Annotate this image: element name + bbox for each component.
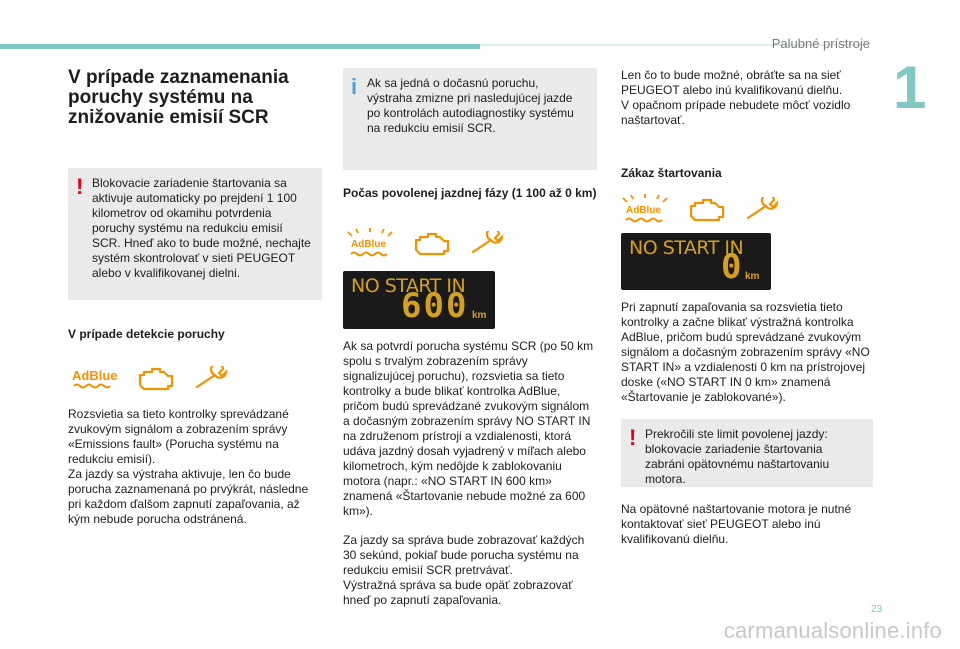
body-text-2b: Za jazdy sa správa bude zobrazovať každých 30 sekúnd, pokiaľ bude porucha systému na redukciu emisií SCR pretrvávať. Výstražná správa sa bude opäť zobrazovať hneď po zapnutí zapaľovania. [343, 533, 585, 607]
wrench-icon [194, 366, 230, 390]
body-text: Rozsvietia sa tieto kontrolky sprevádzané zvukovým signálom a zobrazením správy «Emissions fault» (Porucha systému na redukciu emisií). Za jazdy sa výstraha aktivuje, len čo bude porucha zaznamenaná po prvýkrát, následne pri každom ďalšom zapnutí zapaľovania, až kým nebude porucha odstránená. [68, 407, 309, 526]
adblue-icon [72, 366, 118, 390]
info-icon: i [351, 74, 358, 99]
running-head: Palubné prístroje [771, 36, 870, 51]
warning-lamps-row [72, 365, 230, 391]
no-start-display-0 [621, 233, 771, 290]
section-title: V prípade zaznamenania poruchy systému na znižovanie emisií SCR [68, 67, 289, 128]
subheading-start-inhibit: Zákaz štartovania [621, 166, 722, 180]
body-text-3a: Pri zapnutí zapaľovania sa rozsvietia tieto kontrolky a začne blikať výstražná kontrolka AdBlue, pričom budú sprevádzané zvukovým signálom a dočasným zobrazením správy «NO START IN» a vzdialenosti 0 km na prístrojovej doske («NO START IN 0 km» znamená «Štartovanie je zablokované»). [621, 300, 870, 404]
page-number: 23 [871, 604, 883, 615]
warning-icon: ! [76, 174, 84, 199]
adblue-flashing-icon [621, 194, 669, 224]
adblue-label: AdBlue [72, 368, 118, 383]
warning-icon: ! [629, 425, 637, 450]
warning-lamps-row-2 [346, 228, 506, 258]
top-text-3: Len čo to bude možné, obráťte sa na sieť PEUGEOT alebo inú kvalifikovanú dielňu. V opačnom prípade nebudete môcť vozidlo naštartovať. [621, 68, 851, 127]
engine-icon [412, 230, 452, 256]
adblue-label: AdBlue [351, 239, 386, 250]
warning-box-3 [621, 419, 873, 487]
info-text: Ak sa jedná o dočasnú poruchu, výstraha zmizne pri nasledujúcej jazde po kontrolách autodiagnostiky systému na redukciu emisií SCR. [367, 76, 574, 135]
wrench-icon [745, 197, 781, 221]
body-text-3b: Na opätovné naštartovanie motora je nutné kontaktovať sieť PEUGEOT alebo inú kvalifikovanú dielňu. [621, 502, 852, 546]
display-distance: 600 [401, 286, 469, 326]
display-unit: km [472, 310, 487, 321]
wrench-icon [470, 231, 506, 255]
subheading-fault-detection: V prípade detekcie poruchy [68, 327, 225, 341]
engine-icon [136, 365, 176, 391]
chapter-number: 1 [893, 54, 927, 121]
header-accent-bar [0, 44, 480, 49]
info-box [343, 68, 597, 170]
warning-box [68, 168, 322, 300]
watermark: carmanualsonline.info [723, 618, 942, 643]
display-unit: km [745, 271, 760, 282]
display-message: NO START IN [629, 237, 744, 259]
warning-text: Blokovacie zariadenie štartovania sa aktivuje automaticky po prejdení 1 100 kilometrov od okamihu potvrdenia poruchy systému na redukciu emisií SCR. Hneď ako to bude možné, nechajte systém skontrolovať v sieti PEUGEOT alebo v kvalifikovanej dielni. [92, 176, 311, 280]
adblue-label: AdBlue [626, 205, 661, 216]
warning-lamps-row-3 [621, 194, 781, 224]
display-distance: 0 [721, 247, 744, 287]
body-text-2a: Ak sa potvrdí porucha systému SCR (po 50 km spolu s trvalým zobrazením správy signalizujúcej poruchu), rozsvietia sa tieto kontrolky a bude blikať kontrolka AdBlue, pričom budú sprevádzané zvukovým signálom a dočasným zobrazením správy NO START IN na združenom prístroji a vzdialenosti, ktorá udáva jazdný dosah vyjadrený v míľach alebo kilometroch, kým nedôjde k zablokovaniu motora (napr.: «NO START IN 600 km» znamená «Štartovanie nebude možné za 600 km»). [343, 339, 594, 518]
engine-icon [687, 196, 727, 222]
subheading-allowed-phase: Počas povolenej jazdnej fázy (1 100 až 0 km) [343, 186, 597, 200]
no-start-display-600 [343, 271, 495, 329]
display-message: NO START IN [351, 275, 466, 297]
warning-text: Prekročili ste limit povolenej jazdy: blokovacie zariadenie štartovania zabráni opätovnému naštartovaniu motora. [645, 427, 830, 486]
adblue-flashing-icon [346, 228, 394, 258]
